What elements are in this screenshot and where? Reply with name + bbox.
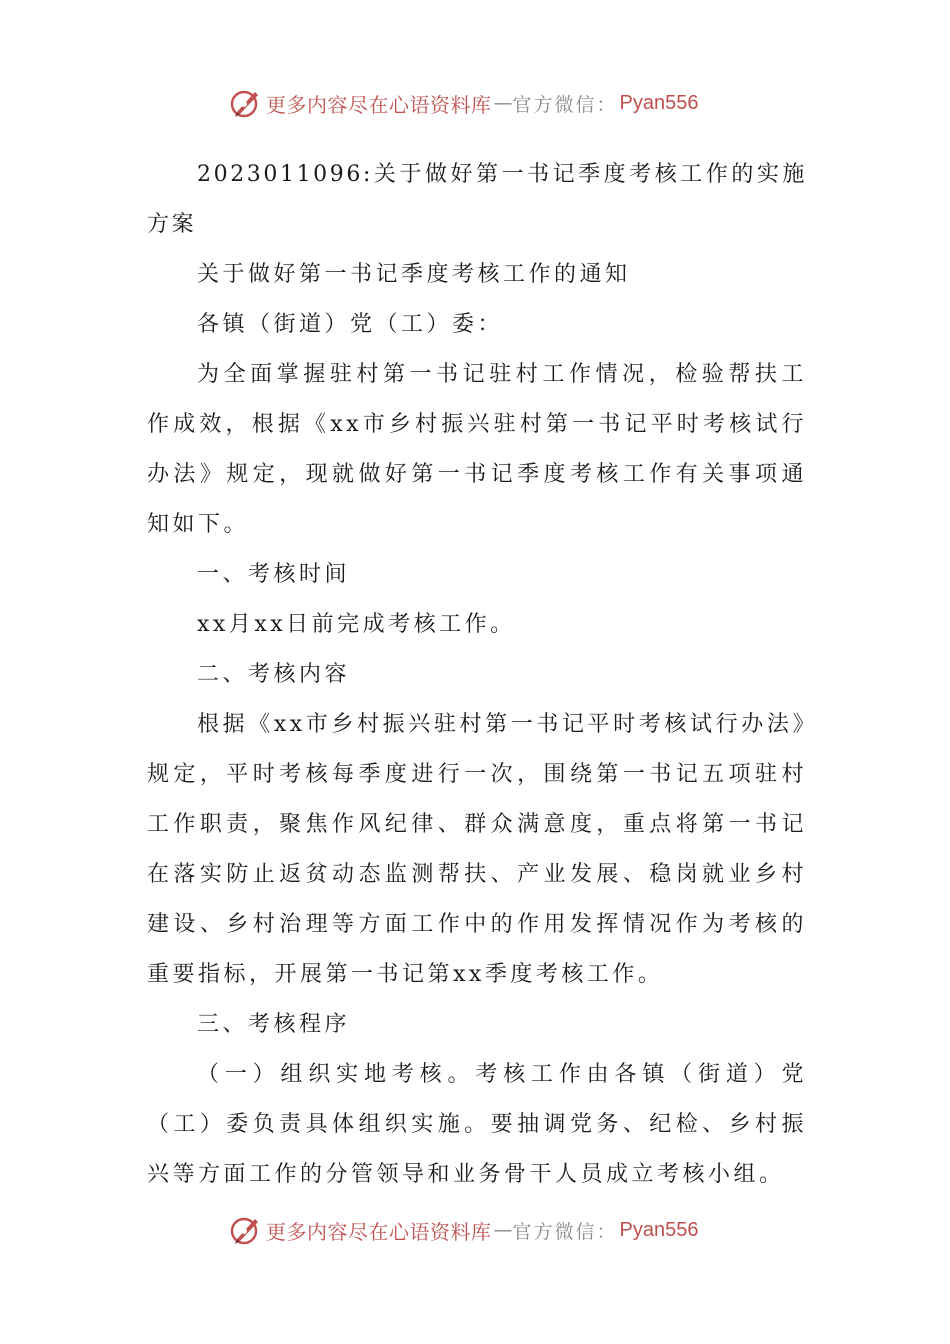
banner-dash: — xyxy=(493,92,513,114)
banner-wechat-id: Pyan556 xyxy=(619,1218,699,1241)
intro-paragraph: 为全面掌握驻村第一书记驻村工作情况，检验帮扶工作成效，根据《xx市乡村振兴驻村第一书记平时考核试行办法》规定，现就做好第一书记季度考核工作有关事项通知如下。 xyxy=(147,362,807,537)
content-paragraph: 根据《xx市乡村振兴驻村第一书记平时考核试行办法》规定，平时考核每季度进行一次，围绕第一书记五项驻村工作职责，聚焦作风纪律、群众满意度，重点将第一书记在落实防止返贫动态监测帮扶、产业发展、稳岗就业乡村建设、乡村治理等方面工作中的作用发挥情况作为考核的重要指标，开展第一书记第xx季度考核工作。 xyxy=(147,712,807,987)
document-title: 2023011096:关于做好第一书记季度考核工作的实施方案 xyxy=(147,162,807,237)
banner-dash: — xyxy=(493,1219,513,1241)
notice-title: 关于做好第一书记季度考核工作的通知 xyxy=(197,262,631,287)
header-watermark-banner xyxy=(228,83,698,123)
procedure-paragraph-1: （一）组织实地考核。考核工作由各镇（街道）党（工）委负责具体组织实施。要抽调党务、纪检、乡村振兴等方面工作的分管领导和业务骨干人员成立考核小组。 xyxy=(147,1062,807,1187)
pen-circle-logo-icon xyxy=(228,86,262,120)
section-heading-time: 一、考核时间 xyxy=(197,562,351,587)
section-heading-procedure: 三、考核程序 xyxy=(197,1012,351,1037)
banner-wechat-label: 官方微信： xyxy=(512,93,618,116)
banner-wechat-label: 官方微信： xyxy=(512,1220,618,1243)
document-body xyxy=(147,150,807,1200)
section-heading-content: 二、考核内容 xyxy=(197,662,351,687)
banner-brand-text: 更多内容尽在心语资料库 xyxy=(266,92,492,117)
footer-watermark-banner xyxy=(228,1210,698,1250)
banner-wechat-id: Pyan556 xyxy=(619,91,699,114)
pen-circle-logo-icon xyxy=(228,1213,262,1247)
salutation: 各镇（街道）党（工）委： xyxy=(197,312,504,337)
time-paragraph: xx月xx日前完成考核工作。 xyxy=(197,612,516,637)
banner-brand-text: 更多内容尽在心语资料库 xyxy=(266,1219,492,1244)
